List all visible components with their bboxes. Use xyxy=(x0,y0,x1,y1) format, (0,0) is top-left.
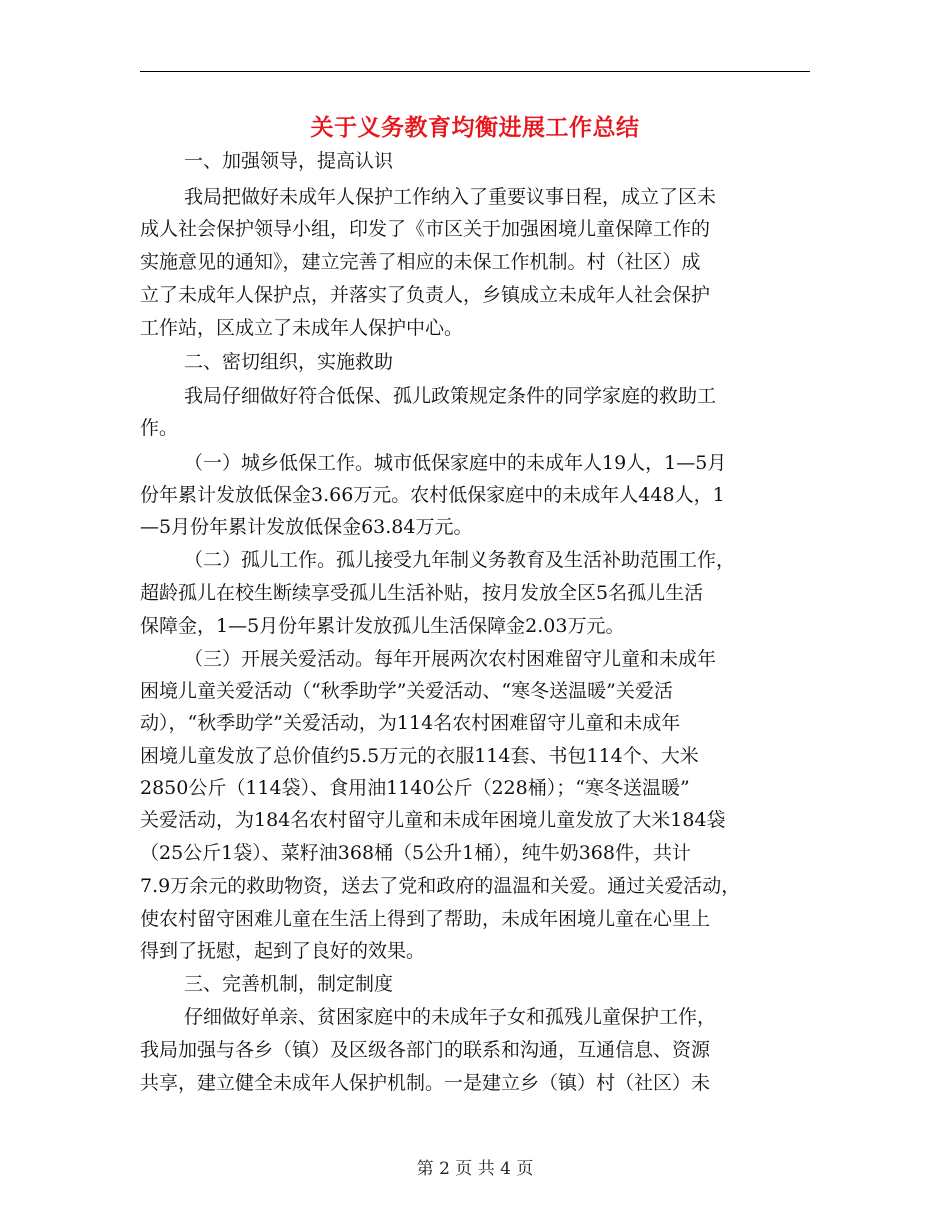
paragraph-line: 份年累计发放低保金3.66万元。农村低保家庭中的未成年人448人，1 xyxy=(140,484,725,506)
paragraph-line: 保障金，1—5月份年累计发放孤儿生活保障金2.03万元。 xyxy=(140,615,625,637)
section-heading-3: 三、完善机制，制定制度 xyxy=(184,973,394,995)
paragraph-line: 我局加强与各乡（镇）及区级各部门的联系和沟通，互通信息、资源 xyxy=(140,1039,711,1061)
document-title: 关于义务教育均衡进展工作总结 xyxy=(310,114,640,141)
paragraph-line: （25公斤1袋）、菜籽油368桶（5公升1桶），纯牛奶368件，共计 xyxy=(140,842,691,864)
paragraph-line: 使农村留守困难儿童在生活上得到了帮助，未成年困境儿童在心里上 xyxy=(140,908,711,930)
paragraph-line: （三）开展关爱活动。每年开展两次农村困难留守儿童和未成年 xyxy=(184,648,717,670)
paragraph-line: 动），“秋季助学”关爱活动，为114名农村困难留守儿童和未成年 xyxy=(140,712,681,734)
paragraph-line: 作。 xyxy=(140,417,179,439)
paragraph-line: 工作站，区成立了未成年人保护中心。 xyxy=(140,317,464,339)
paragraph-line: 立了未成年人保护点，并落实了负责人，乡镇成立未成年人社会保护 xyxy=(140,284,711,306)
header-rule xyxy=(140,71,810,72)
paragraph-line: 我局把做好未成年人保护工作纳入了重要议事日程，成立了区未 xyxy=(184,186,717,208)
paragraph-line: 实施意见的通知》，建立完善了相应的未保工作机制。村（社区）成 xyxy=(140,251,701,273)
paragraph-line: 困境儿童关爱活动（“秋季助学”关爱活动、“寒冬送温暖”关爱活 xyxy=(140,680,673,702)
paragraph-line: 7.9万余元的救助物资，送去了党和政府的温温和关爱。通过关爱活动， xyxy=(140,875,741,897)
paragraph-line: 成人社会保护领导小组，印发了《市区关于加强困境儿童保障工作的 xyxy=(140,218,711,240)
section-heading-2: 二、密切组织，实施救助 xyxy=(184,351,394,373)
paragraph-line: —5月份年累计发放低保金63.84万元。 xyxy=(140,516,473,538)
page-number: 第 2 页 共 4 页 xyxy=(416,1159,534,1179)
paragraph-line: 我局仔细做好符合低保、孤儿政策规定条件的同学家庭的救助工 xyxy=(184,385,717,407)
paragraph-line: 共享，建立健全未成年人保护机制。一是建立乡（镇）村（社区）未 xyxy=(140,1072,711,1094)
paragraph-line: 超龄孤儿在校生断续享受孤儿生活补贴，按月发放全区5名孤儿生活 xyxy=(140,582,704,604)
section-heading-1: 一、加强领导，提高认识 xyxy=(184,150,394,172)
paragraph-line: （一）城乡低保工作。城市低保家庭中的未成年人19人，1—5月 xyxy=(184,452,727,474)
paragraph-line: 得到了抚慰，起到了良好的效果。 xyxy=(140,940,426,962)
paragraph-line: 仔细做好单亲、贫困家庭中的未成年子女和孤残儿童保护工作， xyxy=(184,1006,717,1028)
paragraph-line: 关爱活动，为184名农村留守儿童和未成年困境儿童发放了大米184袋 xyxy=(140,809,726,831)
paragraph-line: 困境儿童发放了总价值约5.5万元的衣服114套、书包114个、大米 xyxy=(140,745,699,767)
paragraph-line: 2850公斤（114袋）、食用油1140公斤（228桶）；“寒冬送温暖” xyxy=(140,777,690,799)
paragraph-line: （二）孤儿工作。孤儿接受九年制义务教育及生活补助范围工作， xyxy=(184,549,736,571)
